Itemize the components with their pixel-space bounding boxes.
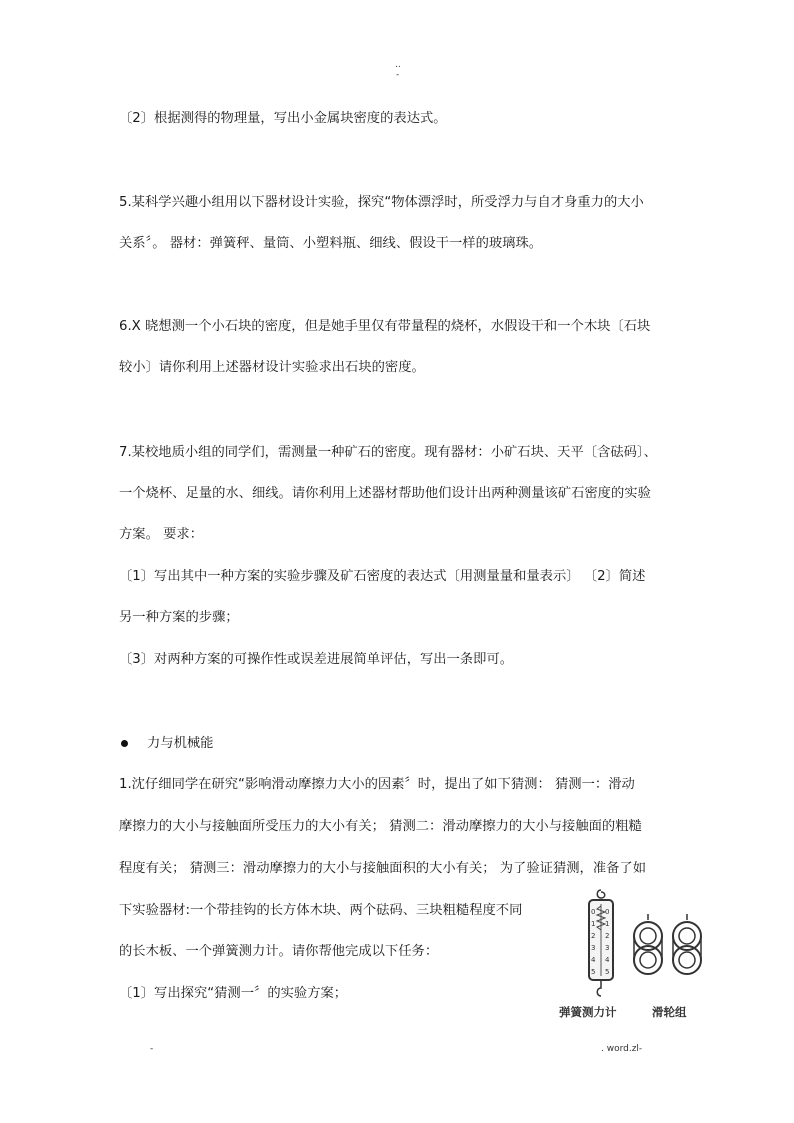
text-line: 〔1〕写出探究“猜测一〞的实验方案； xyxy=(119,986,348,1001)
scale-tick-label: 1 xyxy=(591,920,596,928)
header-mark: .. xyxy=(395,60,401,70)
text-line: 摩擦力的大小与接触面所受压力的大小有关； 猜测二：滑动摩擦力的大小与接触面的粗糙 xyxy=(119,819,642,834)
spring-scale-caption: 弹簧测力计 xyxy=(559,1005,617,1019)
text-line: 〔1〕写出其中一种方案的实验步骤及矿石密度的表达式〔用测量量和量表示〕 〔2〕简述 xyxy=(119,569,646,584)
text-line: 7.某校地质小组的同学们，需测量一种矿石的密度。现有器材：小矿石块、天平〔含砝码〕、 xyxy=(119,445,657,460)
text-line: 关系〞。 器材：弹簧秤、量筒、小塑料瓶、细线、假设干一样的玻璃珠。 xyxy=(119,236,543,251)
scale-tick-label: 1 xyxy=(605,920,610,928)
scale-tick-label: 0 xyxy=(591,908,596,916)
text-line: 的长木板、一个弹簧测力计。请你帮他完成以下任务： xyxy=(119,944,439,959)
text-line: 较小〕请你利用上述器材设计实验求出石块的密度。 xyxy=(119,360,425,375)
text-line: 〔3〕对两种方案的可操作性或误差进展简单评估，写出一条即可。 xyxy=(119,652,514,667)
bullet-icon xyxy=(121,740,128,747)
text-line: 5.某科学兴趣小组用以下器材设计实验，探究“物体漂浮时，所受浮力与自才身重力的大小 xyxy=(119,195,644,210)
scale-tick-label: 5 xyxy=(605,968,610,976)
scale-tick-label: 5 xyxy=(591,968,596,976)
spring-scale-and-pulley-icon xyxy=(556,888,706,1006)
footer-left: - xyxy=(150,1044,154,1054)
text-line: 下实验器材:一个带挂钩的长方体木块、两个砝码、三块粗糙程度不同 xyxy=(119,903,523,918)
section-heading: 力与机械能 xyxy=(147,736,214,751)
text-line: 6.X 晓想测一个小石块的密度，但是她手里仅有带量程的烧杯，水假设干和一个木块〔石块 xyxy=(119,319,651,334)
scale-tick-label: 2 xyxy=(591,932,596,940)
text-line: 一个烧杯、足量的水、细线。请你利用上述器材帮助他们设计出两种测量该矿石密度的实验 xyxy=(119,486,651,501)
apparatus-figure xyxy=(556,888,706,1028)
scale-tick-label: 4 xyxy=(605,956,610,964)
text-line: 方案。 要求： xyxy=(119,527,204,542)
footer-right: . word.zl- xyxy=(601,1044,643,1054)
text-line: 1.沈仔细同学在研究“影响滑动摩擦力大小的因素〞时，提出了如下猜测： 猜测一：滑动 xyxy=(119,777,635,792)
text-line: 另一种方案的步骤； xyxy=(119,610,239,625)
header-dash: - xyxy=(396,70,400,80)
scale-tick-label: 3 xyxy=(605,944,610,952)
scale-tick-label: 2 xyxy=(605,932,610,940)
text-line: 程度有关； 猜测三：滑动摩擦力的大小与接触面积的大小有关； 为了验证猜测，准备了如 xyxy=(119,861,647,876)
scale-tick-label: 4 xyxy=(591,956,596,964)
scale-tick-label: 0 xyxy=(605,908,610,916)
text-line: 〔2〕根据测得的物理量，写出小金属块密度的表达式。 xyxy=(119,111,447,126)
pulley-caption: 滑轮组 xyxy=(652,1005,687,1019)
scale-tick-label: 3 xyxy=(591,944,596,952)
